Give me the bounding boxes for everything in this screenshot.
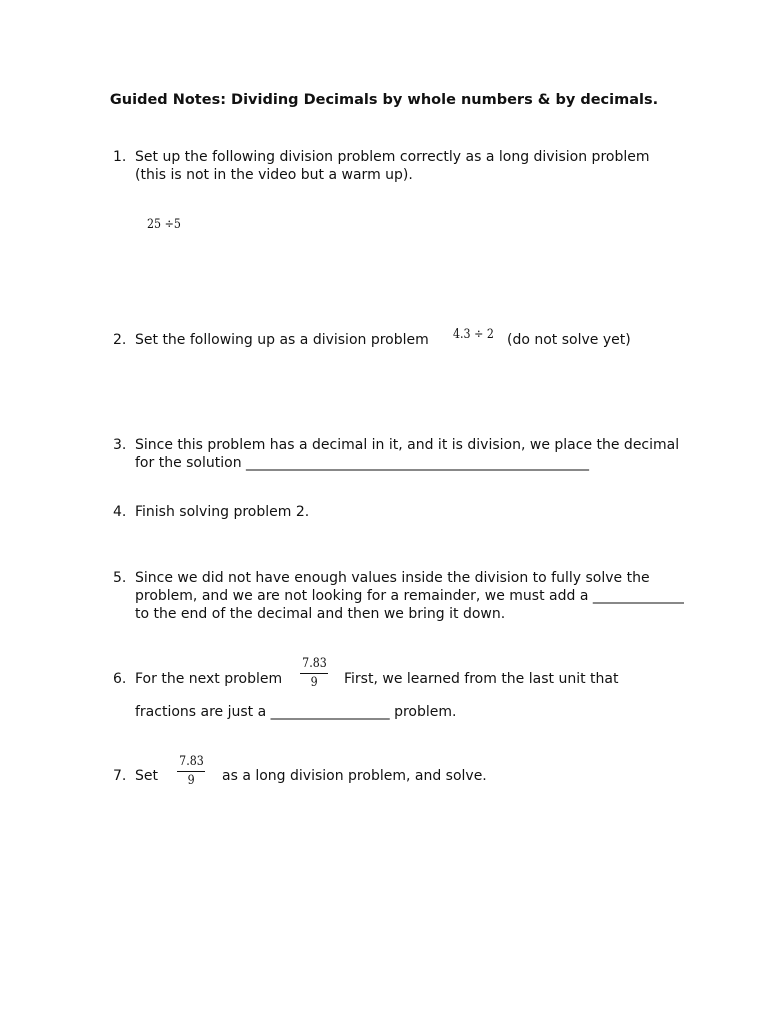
question-number: 5. bbox=[113, 570, 127, 586]
question-number: 1. bbox=[113, 149, 127, 165]
question-number: 2. bbox=[113, 332, 127, 348]
question-text-line: First, we learned from the last unit that bbox=[344, 671, 619, 687]
question-text-line: Set up the following division problem correctly as a long division problem bbox=[135, 149, 650, 165]
question-text-line: to the end of the decimal and then we bring it down. bbox=[135, 606, 506, 622]
question-text-line: fractions are just a _________________ problem. bbox=[135, 704, 457, 720]
question-text-line: Since this problem has a decimal in it, and it is division, we place the decimal bbox=[135, 437, 680, 453]
question-text-line: as a long division problem, and solve. bbox=[222, 768, 487, 784]
division-expression: 4.3 ÷ 2 bbox=[453, 327, 494, 342]
question-text-line: For the next problem bbox=[135, 671, 283, 687]
question-text-line: Set the following up as a division problem bbox=[135, 332, 429, 348]
page-title: Guided Notes: Dividing Decimals by whole numbers & by decimals. bbox=[109, 92, 659, 108]
question-number: 3. bbox=[113, 437, 127, 453]
question-text-line: Since we did not have enough values inside the division to fully solve the bbox=[135, 570, 650, 586]
fraction-denominator: 9 bbox=[187, 773, 195, 788]
question-text-line: problem, and we are not looking for a remainder, we must add a _____________ bbox=[135, 588, 684, 604]
fraction bbox=[300, 656, 329, 691]
question-number: 4. bbox=[113, 504, 127, 520]
fraction bbox=[177, 754, 206, 789]
question-text-line: for the solution _________________________________________________ bbox=[135, 455, 590, 471]
fraction-numerator: 7.83 bbox=[302, 656, 327, 671]
fraction-bar bbox=[177, 771, 205, 772]
fraction-denominator: 9 bbox=[310, 675, 318, 690]
fraction-bar bbox=[300, 673, 328, 674]
fraction-numerator: 7.83 bbox=[179, 754, 204, 769]
question-text-line: Set bbox=[135, 768, 158, 784]
question-text-line: Finish solving problem 2. bbox=[135, 504, 310, 520]
question-number: 6. bbox=[113, 671, 127, 687]
question-note: (do not solve yet) bbox=[507, 332, 631, 348]
question-text-line: (this is not in the video but a warm up). bbox=[135, 167, 413, 183]
division-expression: 25 ÷5 bbox=[147, 217, 181, 232]
question-number: 7. bbox=[113, 768, 127, 784]
